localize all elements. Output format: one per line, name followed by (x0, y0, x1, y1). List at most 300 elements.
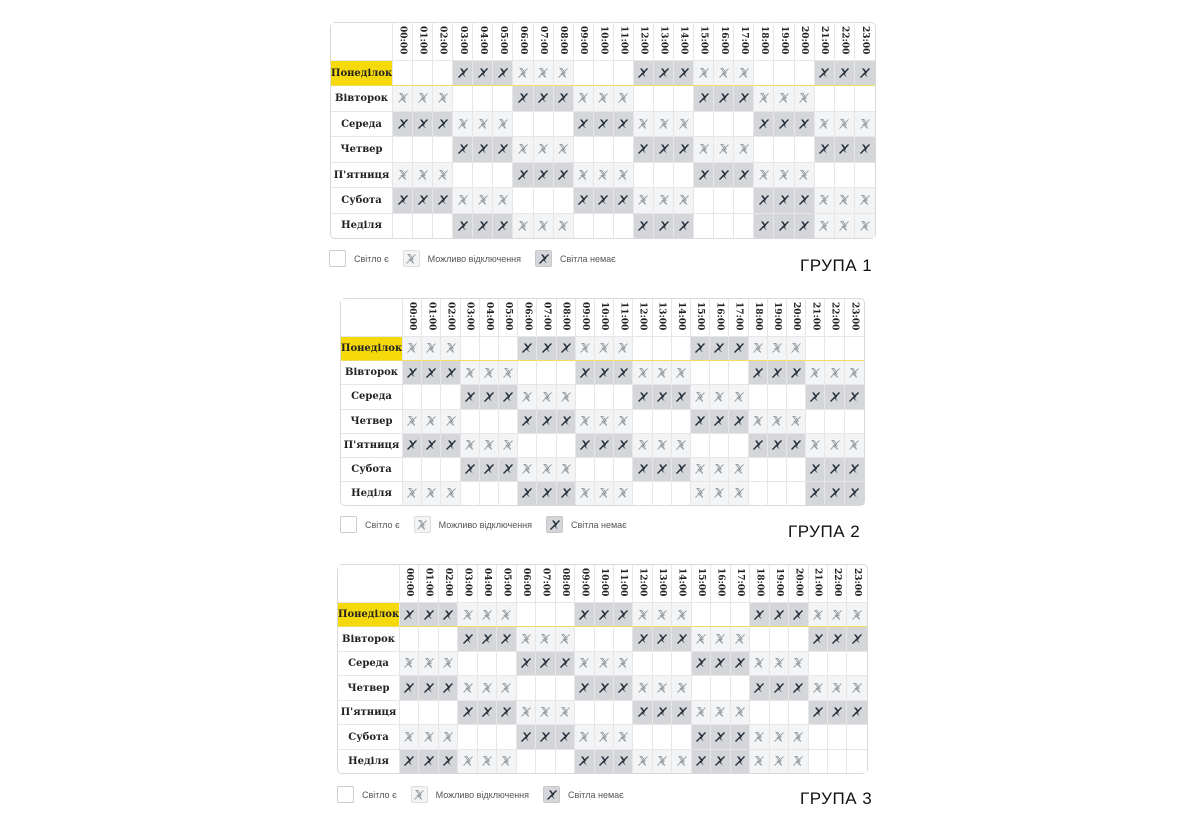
power-off-cell (517, 652, 536, 676)
power-off-cell (672, 701, 691, 725)
power-off-icon (417, 118, 429, 130)
day-row (341, 361, 864, 385)
power-off-cell (714, 86, 734, 111)
power-off-cell (575, 676, 594, 700)
power-off-cell (815, 61, 835, 86)
day-label: Субота (341, 458, 403, 482)
power-on-cell (795, 137, 815, 162)
power-on-cell (633, 482, 652, 505)
power-on-cell (614, 701, 633, 725)
power-off-cell (439, 603, 458, 627)
power-on-cell (517, 750, 536, 773)
power-off-icon (678, 220, 690, 232)
power-on-cell (493, 86, 513, 111)
power-maybe-icon (617, 415, 629, 427)
day-label-today: Понеділок (341, 337, 403, 361)
power-off-cell (614, 188, 634, 213)
hour-header (576, 299, 595, 337)
power-off-cell (633, 701, 652, 725)
hour-header (825, 299, 844, 337)
power-off-cell (534, 86, 554, 111)
power-off-icon (733, 415, 745, 427)
power-on-cell (795, 61, 815, 86)
power-off-icon (521, 342, 533, 354)
hour-label: 19:00 (779, 25, 790, 55)
power-maybe-cell (473, 112, 493, 137)
power-off-icon (500, 706, 512, 718)
power-on-cell (749, 482, 768, 505)
hour-header (595, 565, 614, 603)
power-on-cell (614, 385, 633, 409)
power-maybe-icon (423, 657, 435, 669)
power-on-cell (557, 361, 576, 385)
power-maybe-cell (692, 701, 711, 725)
power-off-icon (598, 609, 610, 621)
hour-header (789, 565, 808, 603)
power-maybe-icon (675, 439, 687, 451)
hour-header (770, 565, 789, 603)
day-row (331, 188, 875, 213)
power-maybe-icon (637, 194, 649, 206)
power-maybe-icon (477, 194, 489, 206)
power-maybe-icon (414, 516, 431, 533)
power-on-cell (691, 361, 710, 385)
power-off-icon (713, 415, 725, 427)
power-on-cell (556, 603, 575, 627)
power-maybe-icon (792, 731, 804, 743)
power-maybe-cell (845, 434, 864, 458)
power-maybe-icon (520, 706, 532, 718)
power-off-cell (473, 137, 493, 162)
hour-label: 19:00 (773, 567, 784, 597)
power-off-cell (768, 434, 787, 458)
power-on-cell (478, 725, 497, 749)
power-off-cell (493, 137, 513, 162)
hour-header (691, 299, 710, 337)
power-off-icon (695, 755, 707, 767)
power-on-cell (672, 482, 691, 505)
group-1-schedule (330, 22, 876, 239)
power-off-icon (403, 609, 415, 621)
power-on-cell (731, 603, 750, 627)
hour-header (711, 565, 730, 603)
power-on-cell (653, 652, 672, 676)
hour-header (750, 565, 769, 603)
power-maybe-icon (397, 92, 409, 104)
power-maybe-icon (694, 487, 706, 499)
power-on-cell (729, 361, 748, 385)
power-off-cell (556, 652, 575, 676)
power-off-cell (534, 163, 554, 188)
power-off-icon (617, 194, 629, 206)
power-on-cell (768, 482, 787, 505)
power-maybe-icon (502, 439, 514, 451)
hour-label: 21:00 (812, 567, 823, 597)
power-off-cell (654, 61, 674, 86)
power-off-cell (770, 676, 789, 700)
power-on-cell (714, 188, 734, 213)
power-off-icon (617, 682, 629, 694)
hour-header (672, 565, 691, 603)
power-off-cell (419, 750, 438, 773)
power-off-cell (731, 725, 750, 749)
power-on-cell (614, 61, 634, 86)
power-on-cell (750, 701, 769, 725)
power-on-cell (433, 214, 453, 238)
power-maybe-cell (710, 482, 729, 505)
power-off-icon (445, 367, 457, 379)
power-on-cell (654, 86, 674, 111)
power-maybe-cell (518, 458, 537, 482)
power-maybe-cell (845, 361, 864, 385)
power-on-cell (633, 725, 652, 749)
power-off-cell (537, 482, 556, 505)
day-row (331, 112, 875, 137)
power-off-icon (656, 633, 668, 645)
power-off-icon (637, 220, 649, 232)
day-label: П'ятниця (341, 434, 403, 458)
power-off-icon (675, 463, 687, 475)
power-maybe-icon (425, 342, 437, 354)
hour-header (413, 23, 433, 61)
power-off-cell (774, 188, 794, 213)
power-maybe-cell (534, 61, 554, 86)
power-maybe-cell (400, 725, 419, 749)
power-maybe-cell (654, 112, 674, 137)
power-maybe-cell (594, 86, 614, 111)
power-maybe-cell (493, 188, 513, 213)
power-maybe-cell (806, 434, 825, 458)
power-off-icon (598, 755, 610, 767)
power-on-cell (815, 86, 835, 111)
power-maybe-icon (829, 367, 841, 379)
power-off-cell (453, 214, 473, 238)
power-maybe-icon (637, 755, 649, 767)
power-off-cell (422, 434, 441, 458)
power-off-icon (617, 118, 629, 130)
power-on-cell (654, 163, 674, 188)
hour-header (694, 23, 714, 61)
day-label: Середа (331, 112, 393, 137)
power-off-cell (419, 676, 438, 700)
legend-off-label: Світла немає (571, 519, 627, 530)
power-off-cell (806, 385, 825, 409)
header-row (331, 23, 875, 61)
power-off-icon (537, 92, 549, 104)
power-maybe-icon (790, 415, 802, 427)
power-maybe-cell (575, 652, 594, 676)
power-maybe-icon (758, 92, 770, 104)
day-label: Вівторок (331, 86, 393, 111)
power-maybe-icon (445, 342, 457, 354)
hour-label: 20:00 (791, 301, 802, 331)
day-row (338, 750, 867, 773)
day-row (341, 410, 864, 434)
hour-label: 23:00 (852, 567, 863, 597)
power-off-icon (809, 487, 821, 499)
power-maybe-cell (855, 214, 875, 238)
power-off-cell (554, 86, 574, 111)
power-on-cell (595, 385, 614, 409)
power-maybe-cell (774, 86, 794, 111)
power-off-cell (634, 137, 654, 162)
schedule-table (337, 564, 868, 774)
power-maybe-icon (713, 487, 725, 499)
legend-maybe-label: Можливо відключення (427, 253, 522, 264)
hour-label: 05:00 (503, 301, 514, 331)
legend-on-label: Світло є (354, 253, 389, 264)
power-off-icon (477, 67, 489, 79)
power-maybe-cell (795, 86, 815, 111)
power-off-cell (433, 112, 453, 137)
power-maybe-cell (694, 61, 714, 86)
power-on-cell (789, 627, 808, 651)
power-on-cell (828, 750, 847, 773)
group-2-schedule (340, 298, 865, 506)
power-maybe-icon (656, 609, 668, 621)
power-off-cell (576, 361, 595, 385)
power-off-icon (423, 755, 435, 767)
power-off-cell (654, 137, 674, 162)
power-off-icon (559, 657, 571, 669)
hour-label: 23:00 (859, 25, 870, 55)
hour-header (653, 565, 672, 603)
power-on-cell (750, 627, 769, 651)
hour-label: 18:00 (754, 567, 765, 597)
power-off-cell (825, 458, 844, 482)
day-label: Неділя (331, 214, 393, 238)
power-maybe-icon (713, 391, 725, 403)
power-maybe-icon (462, 609, 474, 621)
power-off-cell (441, 434, 460, 458)
power-maybe-cell (534, 137, 554, 162)
power-maybe-cell (441, 410, 460, 434)
day-row (341, 482, 864, 505)
power-off-icon (462, 706, 474, 718)
power-off-icon (598, 367, 610, 379)
power-maybe-cell (554, 61, 574, 86)
power-maybe-cell (554, 137, 574, 162)
power-maybe-icon (851, 682, 863, 694)
power-off-cell (653, 701, 672, 725)
power-off-cell (809, 701, 828, 725)
power-off-cell (419, 603, 438, 627)
power-maybe-icon (658, 194, 670, 206)
power-maybe-cell (806, 361, 825, 385)
power-on-cell (517, 603, 536, 627)
hour-header (754, 23, 774, 61)
power-off-icon (790, 367, 802, 379)
power-on-cell (480, 482, 499, 505)
power-maybe-cell (674, 112, 694, 137)
power-maybe-cell (517, 627, 536, 651)
hour-header (554, 23, 574, 61)
power-maybe-cell (576, 482, 595, 505)
power-maybe-cell (595, 482, 614, 505)
hour-header (458, 565, 477, 603)
power-off-cell (518, 482, 537, 505)
power-on-swatch (329, 250, 346, 267)
power-on-cell (576, 458, 595, 482)
day-label: Субота (331, 188, 393, 213)
hour-header (633, 299, 652, 337)
power-maybe-cell (517, 701, 536, 725)
power-maybe-cell (691, 385, 710, 409)
power-maybe-cell (835, 112, 855, 137)
power-off-cell (825, 385, 844, 409)
legend (337, 786, 638, 803)
power-on-cell (633, 410, 652, 434)
power-off-cell (513, 86, 533, 111)
hour-header (393, 23, 413, 61)
power-maybe-icon (597, 92, 609, 104)
power-off-cell (731, 652, 750, 676)
power-off-cell (574, 188, 594, 213)
power-maybe-cell (614, 86, 634, 111)
power-on-cell (594, 61, 614, 86)
power-maybe-icon (517, 143, 529, 155)
power-off-icon (812, 633, 824, 645)
power-on-cell (855, 86, 875, 111)
power-maybe-icon (598, 487, 610, 499)
power-on-cell (653, 410, 672, 434)
power-maybe-cell (789, 725, 808, 749)
power-off-cell (594, 188, 614, 213)
hour-label: 08:00 (560, 301, 571, 331)
power-on-cell (576, 385, 595, 409)
day-label: П'ятниця (338, 701, 400, 725)
group-3-schedule (337, 564, 868, 774)
hour-header (441, 299, 460, 337)
power-off-cell (393, 112, 413, 137)
power-on-cell (692, 603, 711, 627)
power-off-cell (711, 725, 730, 749)
power-off-cell (847, 627, 867, 651)
power-maybe-cell (393, 86, 413, 111)
power-maybe-icon (848, 367, 860, 379)
power-maybe-icon (497, 118, 509, 130)
power-on-cell (439, 701, 458, 725)
power-off-icon (831, 706, 843, 718)
power-maybe-icon (521, 391, 533, 403)
power-maybe-icon (437, 92, 449, 104)
power-maybe-cell (518, 385, 537, 409)
power-off-icon (733, 342, 745, 354)
power-off-cell (634, 61, 654, 86)
power-off-cell (556, 725, 575, 749)
power-maybe-icon (560, 463, 572, 475)
power-maybe-cell (556, 627, 575, 651)
power-maybe-icon (818, 118, 830, 130)
power-on-cell (825, 410, 844, 434)
power-off-cell (557, 482, 576, 505)
power-maybe-icon (539, 633, 551, 645)
power-maybe-icon (714, 706, 726, 718)
power-on-cell (393, 214, 413, 238)
power-off-cell (497, 627, 516, 651)
power-maybe-cell (614, 163, 634, 188)
power-off-cell (855, 61, 875, 86)
power-off-icon (851, 706, 863, 718)
power-maybe-icon (812, 609, 824, 621)
power-maybe-icon (790, 342, 802, 354)
power-maybe-icon (773, 755, 785, 767)
power-on-cell (634, 163, 654, 188)
power-on-cell (534, 188, 554, 213)
power-maybe-cell (594, 163, 614, 188)
hour-header (513, 23, 533, 61)
hour-label: 12:00 (637, 567, 648, 597)
power-off-icon (598, 682, 610, 694)
power-maybe-cell (815, 112, 835, 137)
power-off-cell (536, 725, 555, 749)
power-maybe-cell (729, 482, 748, 505)
power-maybe-icon (406, 415, 418, 427)
power-off-icon (698, 92, 710, 104)
power-on-cell (847, 725, 867, 749)
hour-label: 14:00 (678, 25, 689, 55)
power-off-cell (672, 627, 691, 651)
power-maybe-icon (676, 609, 688, 621)
power-off-cell (653, 458, 672, 482)
power-maybe-icon (437, 169, 449, 181)
power-off-icon (829, 463, 841, 475)
power-on-cell (400, 701, 419, 725)
hour-label: 09:00 (578, 25, 589, 55)
power-off-cell (789, 603, 808, 627)
power-off-icon (457, 67, 469, 79)
power-maybe-icon (637, 439, 649, 451)
hour-header (787, 299, 806, 337)
power-maybe-cell (653, 676, 672, 700)
power-on-cell (672, 337, 691, 361)
power-maybe-cell (809, 603, 828, 627)
power-off-icon (851, 633, 863, 645)
power-maybe-icon (464, 367, 476, 379)
power-maybe-cell (634, 188, 654, 213)
power-off-cell (595, 603, 614, 627)
power-maybe-icon (676, 682, 688, 694)
power-off-icon (831, 633, 843, 645)
power-on-cell (557, 434, 576, 458)
hour-label: 06:00 (520, 567, 531, 597)
power-maybe-cell (789, 652, 808, 676)
power-off-icon (829, 391, 841, 403)
power-maybe-icon (417, 169, 429, 181)
power-on-cell (493, 163, 513, 188)
power-maybe-icon (537, 220, 549, 232)
hour-label: 16:00 (714, 301, 725, 331)
hour-header (419, 565, 438, 603)
power-maybe-cell (413, 86, 433, 111)
power-on-cell (554, 188, 574, 213)
power-off-cell (691, 337, 710, 361)
legend-on-label: Світло є (362, 789, 397, 800)
hour-label: 17:00 (734, 567, 745, 597)
power-on-cell (734, 188, 754, 213)
power-off-icon (738, 92, 750, 104)
power-on-cell (461, 337, 480, 361)
power-on-cell (634, 86, 654, 111)
power-maybe-icon (579, 415, 591, 427)
power-off-icon (771, 439, 783, 451)
hour-label: 21:00 (819, 25, 830, 55)
power-maybe-icon (423, 731, 435, 743)
power-maybe-icon (818, 220, 830, 232)
power-off-icon (758, 118, 770, 130)
power-maybe-cell (768, 410, 787, 434)
power-maybe-icon (442, 657, 454, 669)
